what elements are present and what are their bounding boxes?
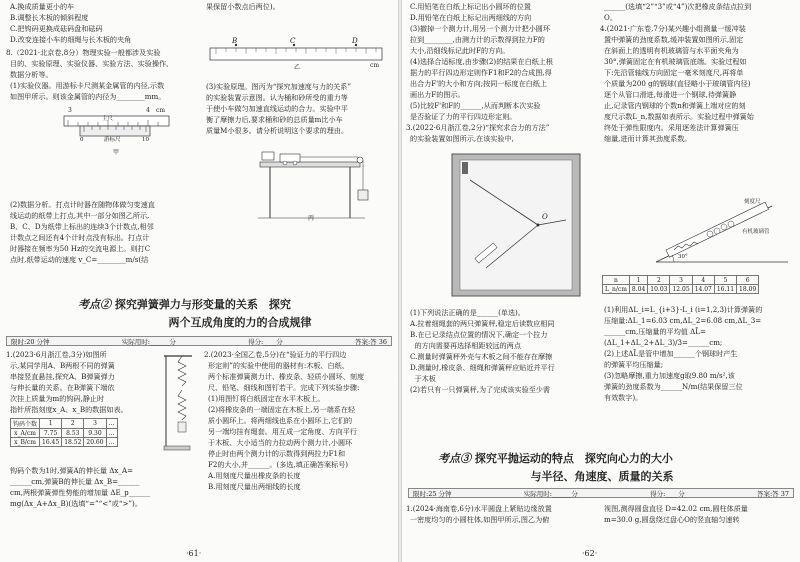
right-page xyxy=(402,0,800,562)
vernier-zero: 0 xyxy=(80,137,84,143)
timing-bar xyxy=(408,488,794,498)
table-cell: 16.45 xyxy=(40,438,62,447)
text-line: O。 xyxy=(604,13,617,22)
table-cell: 8.04 xyxy=(629,285,647,294)
q8-line: (2)数据分析。打点计时器在随物体做匀变速直 xyxy=(10,200,155,209)
q2-line: (1)用图钉将白纸固定在水平木板上。 xyxy=(208,394,325,403)
q8-line: (3)实验原理。图丙为“探究加速度与力的关系” xyxy=(206,82,351,91)
score: 得分:____分 xyxy=(650,490,685,498)
table-header: 3 xyxy=(670,276,692,285)
table-header: 6 xyxy=(737,276,759,285)
q2-line: A.用刻度尺量出橡皮条的长度 xyxy=(208,471,301,480)
text-line: 一密度均匀的小圆柱体,如图甲所示,图乙为俯 xyxy=(410,515,550,524)
table-header: 1 xyxy=(40,419,62,429)
text-line: 有效数字)。 xyxy=(604,393,643,402)
answer-ref: 答案:答 37 xyxy=(756,490,789,498)
tape-label-b: B xyxy=(232,36,238,45)
q8-line: 数据分析等。 xyxy=(10,70,53,79)
text-line: 大小,沿细线标记此时F的方向。 xyxy=(410,46,510,55)
option-a: A.换成质量更小的车 xyxy=(10,2,75,11)
section-title-line2: 两个互成角度的力的合成规律 xyxy=(168,316,312,329)
tube-label: 有机玻璃管 xyxy=(742,229,770,235)
table-header: 2 xyxy=(62,419,84,429)
q8-line: 线运动的纸带上打点,其中一部分如图乙所示, xyxy=(10,211,150,220)
q8-line: B、C、D为纸带上标出的连续3个计数点,相邻 xyxy=(10,222,154,231)
q2-line: 尺、铅笔、细线和图钉若干。完成下列实验步骤: xyxy=(208,383,360,392)
table-cell: 18.52 xyxy=(62,438,84,447)
table-header: 2 xyxy=(648,276,670,285)
q2-line: 质小圆环上。将两细线也系在小圆环上,它们的 xyxy=(208,416,353,425)
q8-line: 目的、实验原理、实验仪器、实验方法、实验操作、 xyxy=(10,59,174,68)
text-line: 缩量,进而计算其劲度系数。 xyxy=(604,134,692,143)
table-cell: 7.75 xyxy=(40,429,62,438)
option-d: D.改变连接小车的细绳与长木板的夹角 xyxy=(10,35,132,44)
tape-unit: cm xyxy=(370,62,380,69)
actual-time: 实际用时:______分 xyxy=(121,338,176,346)
q8-line: 于使小车做匀加速直线运动的合力。实验中平 xyxy=(206,104,348,113)
section-badge: 考点③ xyxy=(438,452,471,465)
caliper-tick-3: 3 xyxy=(68,107,72,114)
section-badge: 考点② xyxy=(78,298,111,311)
q1-line: mg(Δx_A+Δx_B)(选填“=”“<”或“>”)。 xyxy=(10,499,142,508)
cart-apparatus-figure xyxy=(250,140,375,225)
ruler-label: 刻度尺 xyxy=(744,199,761,205)
section-title-line1: 探究弹簧弹力与形变量的关系 探究 xyxy=(114,298,291,311)
time-limit: 限时:25 分钟 xyxy=(413,490,452,498)
text-line: D.测量时,橡皮条、细绳和弹簧秤应贴近并平行 xyxy=(410,363,555,372)
text-line: (1)下列说法正确的是______(单选)。 xyxy=(410,308,525,317)
section-title-line2: 与半径、角速度、质量的关系 xyxy=(530,470,674,483)
q2-line: 2.(2023·全国乙卷,5分)在“验证力的平行四边 xyxy=(204,350,347,359)
vernier-ten: 10 xyxy=(142,137,149,143)
table-cell: 20.60 xyxy=(84,438,106,447)
text-line: (2)若只有一只弹簧秤,为了完成该实验至少需 xyxy=(410,385,550,394)
q2-line: B.用刻度尺量出两细线的长度 xyxy=(208,482,301,491)
table-cell: 14.07 xyxy=(692,285,714,294)
paper-tape-figure xyxy=(206,36,386,74)
left-page xyxy=(0,0,398,562)
text-line: 是否验证了力的平行四边形定则。 xyxy=(410,112,517,121)
tape-caption: 乙 xyxy=(294,64,301,71)
spring-incline-figure xyxy=(652,198,792,268)
text-line: 视图,测得圆盘直径 D=42.02 cm,圆柱体质量 xyxy=(604,504,748,513)
text-line: m=30.0 g,圆盘绕过盘心O的竖直轴匀速转 xyxy=(604,515,740,524)
point-o-label: O xyxy=(542,212,548,221)
angle-label: 30° xyxy=(678,254,688,260)
q2-line: 于木板、大小适当的力拉动两个测力计,小圆环 xyxy=(208,438,353,447)
section-title-line1: 探究平抛运动的特点 探究向心力的大小 xyxy=(474,452,673,465)
table-header: 4 xyxy=(692,276,714,285)
text-line: 3.(2022·6月浙江卷,2分)“探究求合力的方法” xyxy=(406,123,550,132)
vernier-label: 游标尺 xyxy=(104,137,121,143)
q8-line: (1)实验仪器。用游标卡尺测某金属管的内径,示数 xyxy=(10,81,165,90)
text-line: (2)上述ΔL̄是管中增加______个钢球时产生 xyxy=(604,349,738,358)
table-header: 5 xyxy=(714,276,736,285)
force-board-figure xyxy=(446,150,586,300)
q8-line: 时器接在频率为50 Hz的交流电源上。则打C xyxy=(10,244,151,253)
text-line: 压缩量:ΔL_1=6.03 cm,ΔL_2=6.08 cm,ΔL_3= xyxy=(604,316,762,325)
table-header: 3 xyxy=(84,419,106,429)
q8-line: 质量M小很多。请分析说明这个要求的理由。 xyxy=(206,126,349,135)
caliper-tick-4: 4 xyxy=(146,107,150,114)
q2-line: F2的大小,并______。(多选,填正确答案标号) xyxy=(208,460,349,469)
page-number-left: ·61· xyxy=(186,549,202,558)
text-line: 于木板 xyxy=(410,374,436,383)
text-line: 1.(2024·海南卷,6分)水平圆盘上紧贴边缘放置 xyxy=(406,504,552,513)
q1-line: ______cm,弹簧B的伸长量 Δx_B=______ xyxy=(10,477,140,486)
text-line: A.拉着细绳套的两只弹簧秤,稳定后读数应相同 xyxy=(410,319,555,328)
timing-bar xyxy=(6,336,392,346)
text-line: 弹簧的劲度系数为______N/m(结果保留三位 xyxy=(604,382,743,391)
text-line: 拉到________,由测力计的示数得到拉力F的 xyxy=(410,35,545,44)
text-line: ______(选填“2”“3”或“4”)次把橡皮条结点拉到 xyxy=(604,2,752,11)
table-cell: 12.05 xyxy=(670,285,692,294)
q8-line: 衡了摩擦力后,要求桶和砂的总质量m比小车 xyxy=(206,115,343,124)
text-line: 4.(2021·广东卷,7分)某兴趣小组测量一缓冲装 xyxy=(600,24,746,33)
actual-time: 实际用时:______分 xyxy=(523,490,578,498)
text-line: (3)撤掉一个测力计,用另一个测力计把小圆环 xyxy=(410,24,550,33)
figure-bing-caption: 丙 xyxy=(308,215,315,222)
text-line: (3)忽略摩擦,重力加速度g取9.80 m/s²,该 xyxy=(604,371,735,380)
q1-line: 钩码个数为1时,弹簧A的伸长量 Δx_A= xyxy=(10,466,134,475)
time-limit: 限时:20 分钟 xyxy=(11,338,50,346)
q8-line: 计数点之间还有4个计时点没有标出。打点计 xyxy=(10,233,150,242)
text-line: 据力的平行四边形定则作F1和F2的合成图,得 xyxy=(410,68,552,77)
q1-line: 示,某同学用A、B两根不同的弹簧 xyxy=(10,361,115,370)
q2-line: 形定则”的实验中使用的器材有:木板、白纸、 xyxy=(208,361,349,370)
q8-line: 果保留小数点后两位)。 xyxy=(206,2,280,11)
table-cell: 18.09 xyxy=(737,285,759,294)
q8-line: 的实验装置示意图。认为桶和砂所受的重力等 xyxy=(206,93,348,102)
q8-line: 8.（2021·北京卷,8分）物理实验一般都涉及实验 xyxy=(6,48,161,57)
table-cell: x_A/cm xyxy=(11,429,40,438)
text-line: 下:先沿管轴线方向固定一毫米刻度尺,再将单 xyxy=(604,68,744,77)
page-number-right: ·62· xyxy=(582,549,598,558)
q4-data-table xyxy=(602,275,759,294)
table-cell: … xyxy=(106,429,117,438)
q1-data-table xyxy=(10,418,118,447)
text-line: ______cm,压缩量的平均值 ΔL̄= xyxy=(604,327,706,336)
q2-line: (2)将橡皮条的一端固定在木板上,另一端系在轻 xyxy=(208,405,356,414)
table-cell: 8.53 xyxy=(62,429,84,438)
spring-figure xyxy=(160,352,196,452)
text-line: 置中弹簧的劲度系数,缓冲装置如图所示,固定 xyxy=(604,35,744,44)
table-cell: 16.11 xyxy=(714,285,736,294)
table-header: 1 xyxy=(629,276,647,285)
q8-line: 点时,纸带运动的速度 v_C=________m/s(结 xyxy=(10,255,149,264)
table-header: n xyxy=(603,276,630,285)
text-line: C.测量时弹簧秤外壳与木板之间不能存在摩擦 xyxy=(410,352,553,361)
q2-line: 另一端均挂有绳套。用互成一定角度、方向平行 xyxy=(208,427,357,436)
text-line: 的方向需要再选择相距较远的两点 xyxy=(410,341,521,350)
text-line: 逐个从管口滑进,每滑进一个钢球,待弹簧静 xyxy=(604,90,737,99)
text-line: 终处于弹性限度内。采用逐差法计算弹簧压 xyxy=(604,123,739,132)
q1-line: 次挂上质量为m的钩码,静止时 xyxy=(10,394,105,403)
text-line: D.用铅笔在白纸上标记出两细线的方向 xyxy=(410,13,532,22)
q8-line: 如图甲所示。则该金属管的内径为________mm。 xyxy=(10,92,166,101)
table-cell: x_B/cm xyxy=(11,438,40,447)
q2-line: 两个标准弹簧测力计、橡皮条、轻质小圆环、刻度 xyxy=(208,372,365,381)
text-line: (1)利用ΔL_i=L_{i+3}-L_i (i=1,2,3)计算弹簧的 xyxy=(604,305,763,314)
text-line: B.在已记录结点位置的情况下,确定一个拉力 xyxy=(410,330,548,339)
main-scale-label: 主尺 xyxy=(102,116,114,122)
text-line: 止,记录管内钢球的个数n和弹簧上端对应的刻 xyxy=(604,101,746,110)
text-line: 的实验装置如图所示,在该实验中, xyxy=(410,134,514,143)
table-cell: 10.03 xyxy=(648,285,670,294)
text-line: 的弹簧平均压缩量; xyxy=(604,360,664,369)
option-b: B.调整长木板的倾斜程度 xyxy=(10,13,89,22)
q1-line: cm,两根弹簧弹性势能的增加量 ΔE_p______ xyxy=(10,488,151,497)
text-line: (ΔL_1+ΔL_2+ΔL_3)/3=______cm; xyxy=(604,338,723,347)
text-line: (4)选择合适标度,由步骤(2)的结果在白纸上根 xyxy=(410,57,553,66)
table-cell: 9.30 xyxy=(84,429,106,438)
text-line: 个质量为200 g的钢球(直径略小于玻璃管内径) xyxy=(604,79,751,88)
caliper-caption: 甲 xyxy=(113,149,120,156)
score: 得分:____分 xyxy=(248,338,283,346)
table-header: 钩码个数 xyxy=(11,419,40,429)
q2-line: 停止时由两个测力计的示数得到两拉力F1和 xyxy=(208,449,346,458)
text-line: 出合力F'的大小和方向;按同一标度在白纸上 xyxy=(410,79,547,88)
vernier-caliper-figure xyxy=(58,106,178,166)
answer-ref: 答案:答 36 xyxy=(354,338,387,346)
text-line: (5)比较F'和F的______,从而判断本次实验 xyxy=(410,101,541,110)
q1-line: 与伸长量的关系。在B弹簧下端依 xyxy=(10,383,115,392)
text-line: C.用铅笔在白纸上标记出小圆环的位置 xyxy=(410,2,531,11)
option-c: C.把钩码更换成砝码盘和砝码 xyxy=(10,24,103,33)
q1-line: 串接竖直悬挂,探究A、B弹簧弹力 xyxy=(10,372,115,381)
q1-line: 1.(2023·6月浙江卷,3分)如图所 xyxy=(6,350,107,359)
caliper-unit: cm xyxy=(156,107,166,114)
q1-line: 指针所指刻度x_A、x_B的数据如表。 xyxy=(10,405,128,414)
table-header: … xyxy=(106,419,117,429)
text-line: 画出力F的图示。 xyxy=(410,90,465,99)
tape-label-c: C xyxy=(290,36,296,45)
table-cell: … xyxy=(106,438,117,447)
tape-label-d: D xyxy=(352,36,358,45)
table-cell: L_n/cm xyxy=(603,285,630,294)
text-line: 度尺示数L_n,数据如表所示。实验过程中弹簧始 xyxy=(604,112,754,121)
text-line: 30°,弹簧固定在有机玻璃管底端。实验过程如 xyxy=(604,57,747,66)
text-line: 在斜面上的透明有机玻璃管与水平面夹角为 xyxy=(604,46,739,55)
